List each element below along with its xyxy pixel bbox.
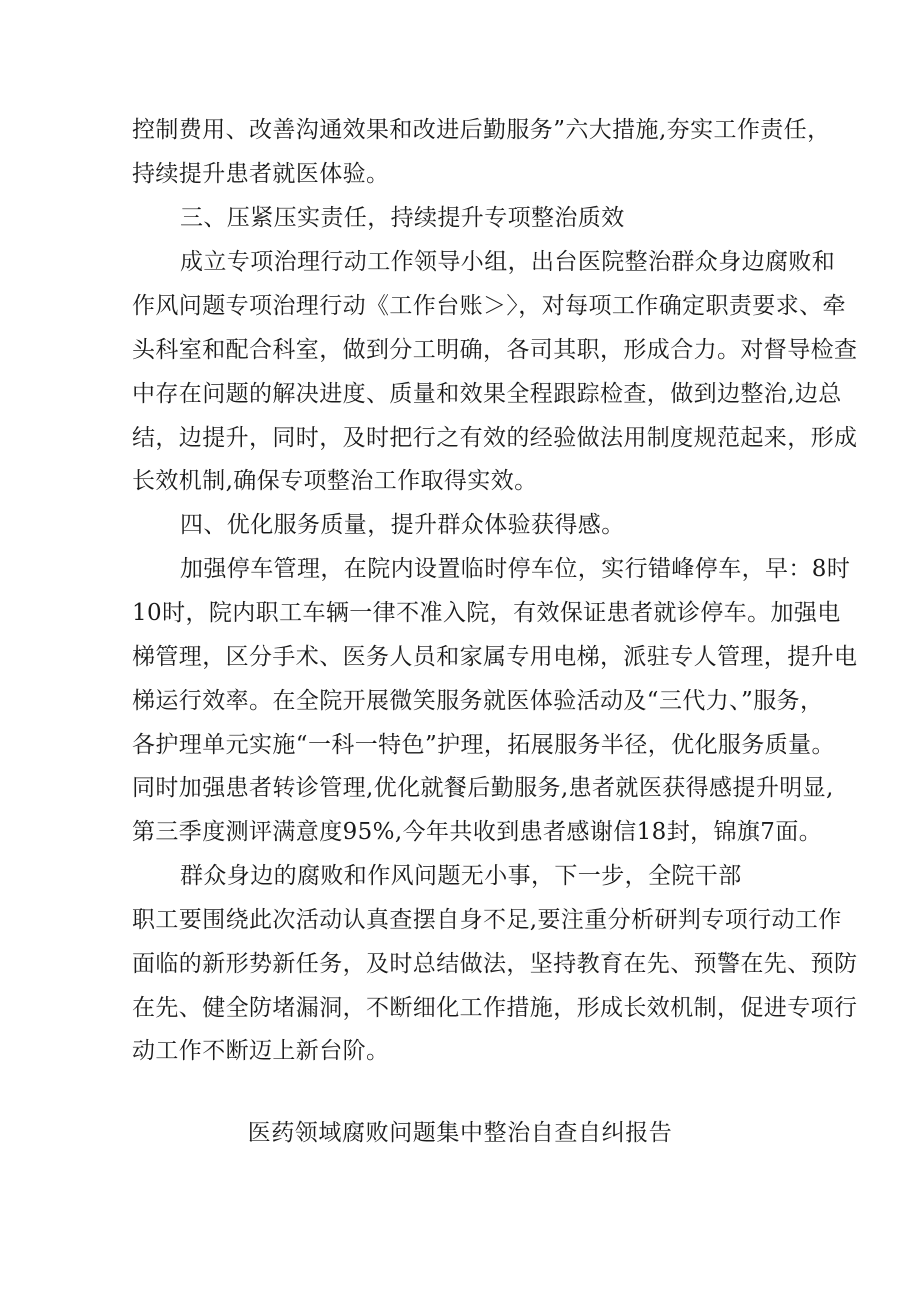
paragraph-line: 持续提升患者就医体验。 — [132, 161, 390, 187]
section-heading: 四、优化服务质量，提升群众体验获得感。 — [180, 512, 625, 538]
paragraph-line: 梯管理，区分手术、医务人员和家属专用电梯，派驻专人管理，提升电 — [132, 644, 858, 670]
paragraph-line: 第三季度测评满意度95%,今年共收到患者感谢信18封，锦旗7面。 — [132, 819, 823, 845]
paragraph-line: 中存在问题的解决进度、质量和效果全程跟踪检查，做到边整治,边总 — [132, 381, 842, 407]
paragraph-line: 各护理单元实施“一科一特色”护理，拓展服务半径，优化服务质量。 — [132, 732, 835, 758]
paragraph-line: 成立专项治理行动工作领导小组，出台医院整治群众身边腐败和 — [180, 249, 836, 275]
paragraph-line: 10时，院内职工车辆一律不准入院，有效保证患者就诊停车。加强电 — [132, 600, 841, 626]
paragraph-line: 面临的新形势新任务，及时总结做法，坚持教育在先、预警在先、预防 — [132, 951, 858, 977]
paragraph-line: 加强停车管理，在院内设置临时停车位，实行错峰停车，早：8时 — [180, 556, 851, 582]
paragraph-line: 作风问题专项治理行动《工作台账＞〉，对每项工作确定职责要求、牵 — [132, 293, 846, 319]
paragraph-line: 控制费用、改善沟通效果和改进后勤服务”六大措施,夯实工作责任， — [132, 117, 831, 143]
paragraph-line: 结，边提升，同时，及时把行之有效的经验做法用制度规范起来，形成 — [132, 425, 858, 451]
report-title: 医药领域腐败问题集中整治自查自纠报告 — [247, 1120, 673, 1146]
paragraph-line: 长效机制,确保专项整治工作取得实效。 — [132, 468, 538, 494]
paragraph-line: 在先、健全防堵漏洞，不断细化工作措施，形成长效机制，促进专项行 — [132, 995, 858, 1021]
paragraph-line: 头科室和配合科室，做到分工明确，各司其职，形成合力。对督导检查 — [132, 337, 858, 363]
paragraph-line: 梯运行效率。在全院开展微笑服务就医体验活动及“三代力、”服务， — [132, 688, 824, 714]
paragraph-line: 同时加强患者转诊管理,优化就餐后勤服务,患者就医获得感提升明显, — [132, 775, 834, 801]
section-heading: 三、压紧压实责任，持续提升专项整治质效 — [180, 205, 625, 231]
paragraph-line: 职工要围绕此次活动认真查摆自身不足,要注重分析研判专项行动工作 — [132, 907, 842, 933]
paragraph-line: 动工作不断迈上新台阶。 — [132, 1038, 390, 1064]
paragraph-line: 群众身边的腐败和作风问题无小事，下一步，全院干部 — [180, 863, 742, 889]
